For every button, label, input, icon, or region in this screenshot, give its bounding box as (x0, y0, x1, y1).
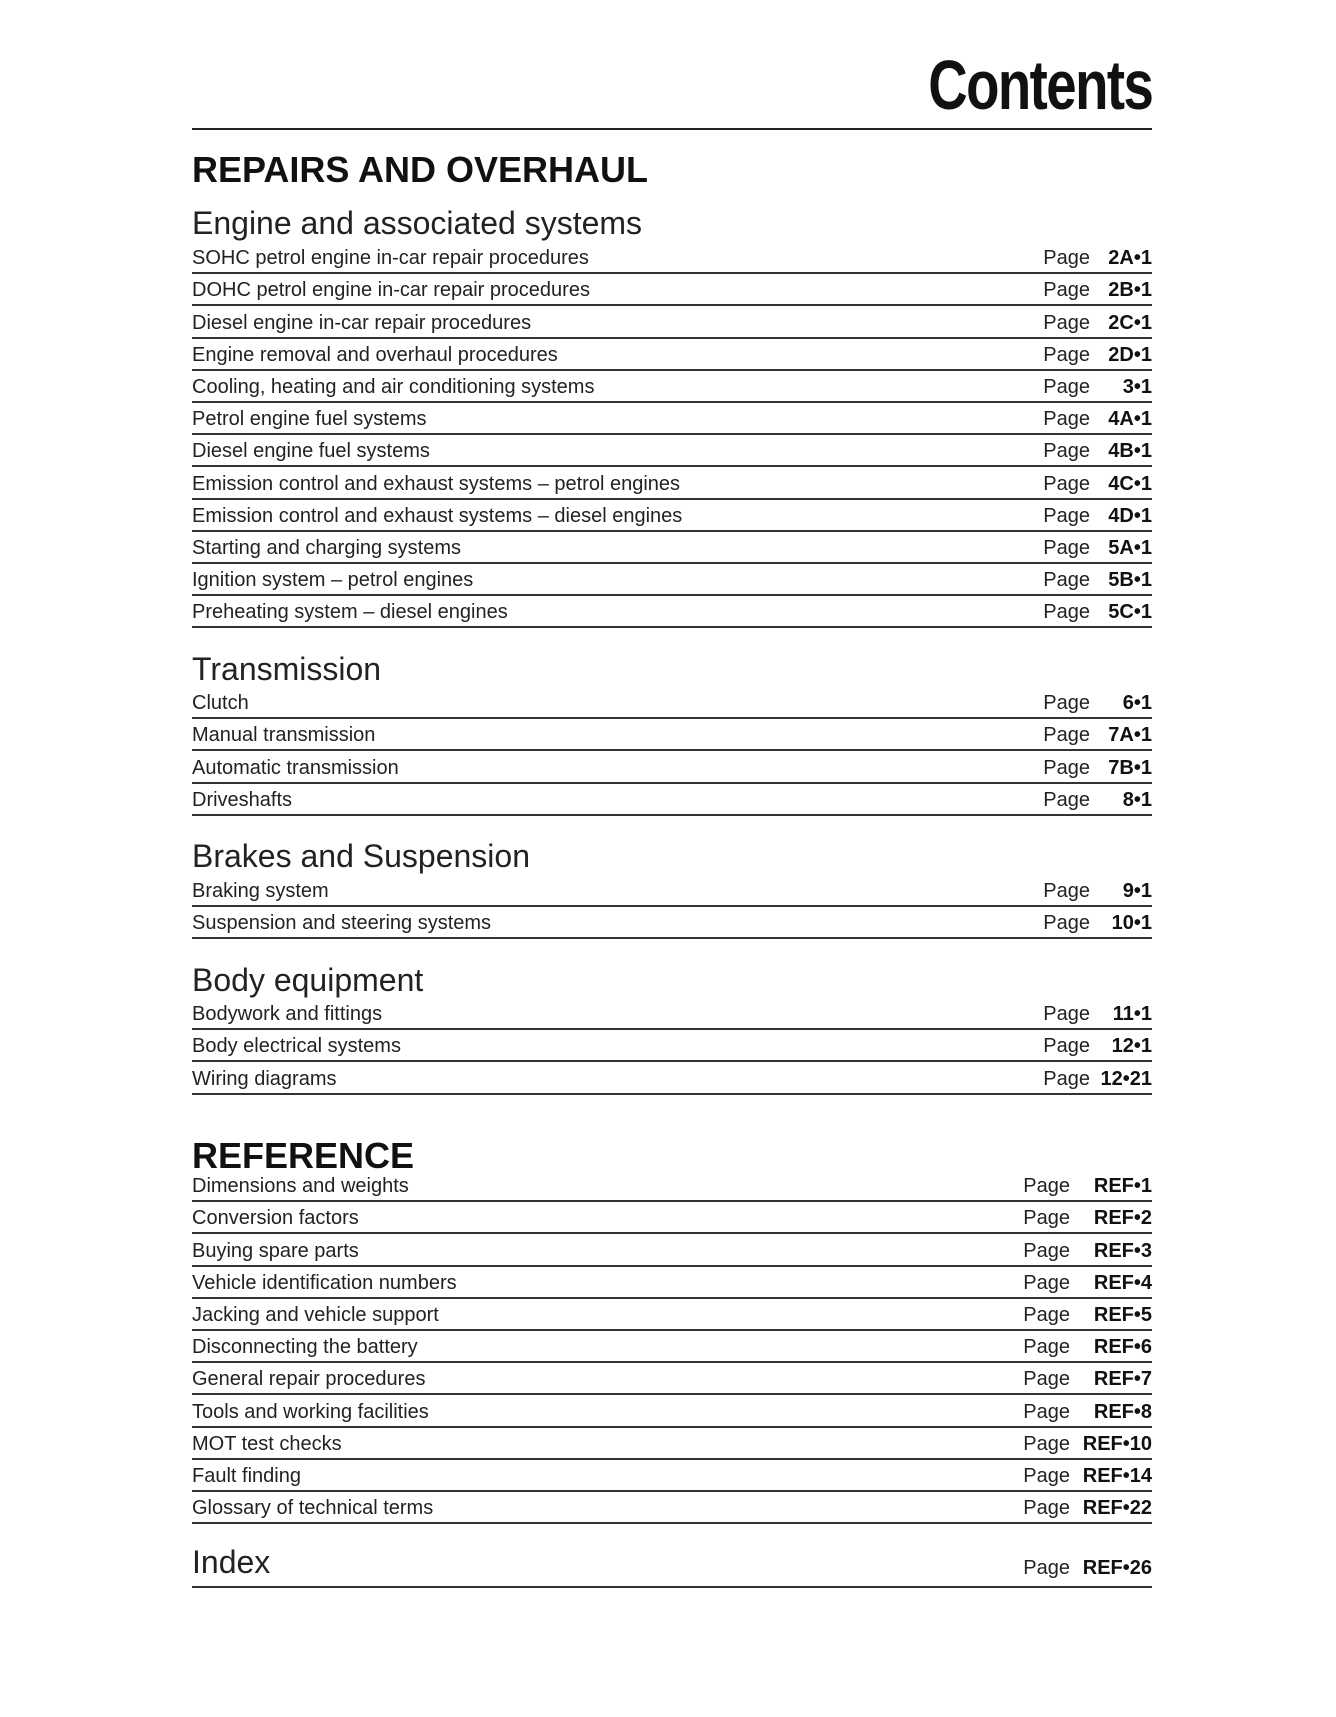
toc-page-word: Page (1043, 408, 1090, 431)
toc-entry-label: Ignition system – petrol engines (192, 569, 474, 592)
toc-entry[interactable] (192, 907, 1152, 939)
toc-entry[interactable] (192, 751, 1152, 783)
toc-entry[interactable] (192, 784, 1152, 816)
toc-page-ref: REF•8 (1093, 1400, 1152, 1423)
toc-entry-label: Engine removal and overhaul procedures (192, 343, 558, 366)
toc-entry-label: DOHC petrol engine in-car repair procedures (192, 279, 590, 302)
section-heading-brakes: Brakes and Suspension (192, 838, 530, 874)
toc-page-ref: REF•4 (1093, 1271, 1152, 1294)
toc-entry[interactable] (192, 1170, 1152, 1202)
toc-page-word: Page (1023, 1368, 1070, 1391)
toc-entry-label: Emission control and exhaust systems – diesel engines (192, 504, 683, 527)
toc-page-word: Page (1043, 880, 1090, 903)
toc-entry[interactable] (192, 875, 1152, 907)
toc-entry-label: Bodywork and fittings (192, 1003, 383, 1026)
toc-page-word: Page (1023, 1400, 1070, 1423)
toc-page-word: Page (1043, 692, 1090, 715)
toc-page-ref: 7A•1 (1108, 724, 1152, 747)
toc-page-ref: 3•1 (1122, 375, 1152, 398)
toc-page-word: Page (1043, 1003, 1090, 1026)
toc-entry[interactable] (192, 274, 1152, 306)
toc-page-word: Page (1043, 756, 1090, 779)
toc-page-word: Page (1023, 1497, 1070, 1520)
toc-page-word: Page (1023, 1464, 1070, 1487)
section-heading-transmission: Transmission (192, 651, 382, 687)
toc-entry-label: Conversion factors (192, 1207, 359, 1230)
toc-entry-label: Buying spare parts (192, 1239, 359, 1262)
toc-entry[interactable] (192, 403, 1152, 435)
toc-page-ref: 4D•1 (1108, 504, 1152, 527)
toc-page-word: Page (1023, 1557, 1070, 1579)
toc-entry[interactable] (192, 1363, 1152, 1395)
toc-entry-label: Clutch (192, 692, 249, 715)
toc-entry[interactable] (192, 371, 1152, 403)
toc-entry[interactable] (192, 1331, 1152, 1363)
toc-entry[interactable] (192, 1062, 1152, 1094)
section-entries-transmission (192, 687, 1152, 816)
toc-page-ref: REF•6 (1093, 1336, 1152, 1359)
toc-page-ref: 9•1 (1122, 880, 1152, 903)
toc-page-ref: REF•7 (1093, 1368, 1152, 1391)
toc-page-word: Page (1043, 724, 1090, 747)
toc-entry-label: Starting and charging systems (192, 536, 462, 559)
toc-page-ref: 2B•1 (1108, 279, 1152, 302)
toc-entry-label: General repair procedures (192, 1368, 426, 1391)
toc-entry-label: Emission control and exhaust systems – petrol engines (192, 472, 681, 495)
toc-entry-label: Petrol engine fuel systems (192, 408, 427, 431)
toc-entry-label: Diesel engine in-car repair procedures (192, 311, 532, 334)
toc-entry[interactable] (192, 687, 1152, 719)
toc-page-word: Page (1043, 375, 1090, 398)
toc-entry-label: Tools and working facilities (192, 1400, 429, 1423)
toc-page-word: Page (1043, 343, 1090, 366)
toc-page-word: Page (1043, 279, 1090, 302)
section-entries-reference (192, 1170, 1152, 1524)
toc-page-ref: 4C•1 (1108, 472, 1152, 495)
toc-entry-label: Disconnecting the battery (192, 1336, 418, 1359)
toc-entry[interactable] (192, 242, 1152, 274)
repairs-heading: REPAIRS AND OVERHAUL (192, 149, 649, 190)
toc-entry-label: Diesel engine fuel systems (192, 440, 430, 463)
toc-page-ref: 12•1 (1111, 1035, 1152, 1058)
toc-entry[interactable] (192, 306, 1152, 338)
toc-page-ref: 4B•1 (1108, 440, 1152, 463)
section-entries-brakes (192, 875, 1152, 939)
section-entries-body (192, 998, 1152, 1095)
toc-entry-label: Automatic transmission (192, 756, 399, 779)
toc-page-ref: 2D•1 (1108, 343, 1152, 366)
toc-entry[interactable] (192, 1234, 1152, 1266)
toc-entry-label: Preheating system – diesel engines (192, 601, 508, 624)
toc-page-word: Page (1023, 1432, 1070, 1455)
toc-page-ref: 5B•1 (1108, 569, 1152, 592)
toc-entry[interactable] (192, 719, 1152, 751)
toc-entry[interactable] (192, 339, 1152, 371)
toc-page-word: Page (1043, 1067, 1090, 1090)
toc-page-ref: 2A•1 (1108, 247, 1152, 270)
toc-entry[interactable] (192, 1030, 1152, 1062)
toc-entry[interactable] (192, 564, 1152, 596)
toc-page-ref: 8•1 (1122, 788, 1152, 811)
page-title: Contents (927, 46, 1152, 124)
toc-entry-label: Braking system (192, 880, 329, 903)
toc-page-ref: 11•1 (1112, 1003, 1152, 1026)
toc-entry-label: Manual transmission (192, 724, 376, 747)
toc-page-ref: 7B•1 (1108, 756, 1152, 779)
toc-entry[interactable] (192, 1299, 1152, 1331)
toc-page-ref: REF•3 (1093, 1239, 1152, 1262)
toc-page-ref: REF•5 (1093, 1303, 1152, 1326)
toc-page-ref: 4A•1 (1108, 408, 1152, 431)
toc-page-ref: REF•1 (1093, 1175, 1152, 1198)
toc-entry-label: Vehicle identification numbers (192, 1271, 457, 1294)
section-entries-engine (192, 242, 1152, 628)
toc-entry[interactable] (192, 998, 1152, 1030)
toc-page-ref: 12•21 (1100, 1067, 1152, 1090)
toc-page-word: Page (1043, 440, 1090, 463)
section-heading-body: Body equipment (192, 962, 424, 998)
index-entry[interactable] (192, 1538, 1152, 1588)
toc-page-ref: REF•26 (1082, 1557, 1152, 1579)
toc-entry-label: SOHC petrol engine in-car repair procedures (192, 247, 589, 270)
toc-page-ref: REF•2 (1093, 1207, 1152, 1230)
toc-page-word: Page (1023, 1207, 1070, 1230)
toc-entry[interactable] (192, 1492, 1152, 1524)
toc-entry-label: Dimensions and weights (192, 1175, 409, 1198)
toc-page-word: Page (1043, 1035, 1090, 1058)
section-heading-engine: Engine and associated systems (192, 205, 643, 241)
toc-page-word: Page (1043, 536, 1090, 559)
toc-page-ref: 10•1 (1111, 912, 1152, 935)
toc-entry[interactable] (192, 435, 1152, 467)
toc-entry-label: Cooling, heating and air conditioning systems (192, 375, 595, 398)
toc-entry[interactable] (192, 532, 1152, 564)
toc-entry-label: Suspension and steering systems (192, 912, 492, 935)
toc-page-ref: 5C•1 (1108, 601, 1152, 624)
toc-page-word: Page (1023, 1271, 1070, 1294)
toc-page-ref: REF•10 (1082, 1432, 1152, 1455)
index-heading: Index (192, 1544, 271, 1580)
toc-page-ref: 5A•1 (1108, 536, 1152, 559)
toc-page-word: Page (1043, 504, 1090, 527)
toc-entry-label: Driveshafts (192, 788, 293, 811)
toc-entry[interactable] (192, 1395, 1152, 1427)
toc-entry[interactable] (192, 1202, 1152, 1234)
toc-page-word: Page (1043, 569, 1090, 592)
toc-entry-label: Fault finding (192, 1464, 301, 1487)
toc-entry-label: Wiring diagrams (192, 1067, 337, 1090)
toc-page-word: Page (1023, 1303, 1070, 1326)
toc-entry[interactable] (192, 1267, 1152, 1299)
toc-page-ref: 2C•1 (1108, 311, 1152, 334)
toc-page-word: Page (1023, 1239, 1070, 1262)
toc-page-ref: 6•1 (1122, 692, 1152, 715)
toc-page-ref: REF•22 (1082, 1497, 1152, 1520)
toc-page-word: Page (1043, 601, 1090, 624)
toc-entry[interactable] (192, 1460, 1152, 1492)
toc-entry[interactable] (192, 596, 1152, 628)
toc-entry[interactable] (192, 1428, 1152, 1460)
toc-entry-label: Body electrical systems (192, 1035, 401, 1058)
toc-page-word: Page (1043, 788, 1090, 811)
toc-page-word: Page (1023, 1175, 1070, 1198)
reference-heading: REFERENCE (192, 1135, 415, 1176)
toc-entry[interactable] (192, 467, 1152, 499)
toc-entry[interactable] (192, 500, 1152, 532)
toc-page-word: Page (1023, 1336, 1070, 1359)
toc-page-word: Page (1043, 472, 1090, 495)
title-rule (192, 128, 1152, 130)
toc-page-ref: REF•14 (1082, 1464, 1152, 1487)
toc-page-word: Page (1043, 912, 1090, 935)
toc-entry-label: MOT test checks (192, 1432, 342, 1455)
toc-page-word: Page (1043, 247, 1090, 270)
toc-page-word: Page (1043, 311, 1090, 334)
toc-entry-label: Jacking and vehicle support (192, 1303, 439, 1326)
toc-entry-label: Glossary of technical terms (192, 1497, 434, 1520)
